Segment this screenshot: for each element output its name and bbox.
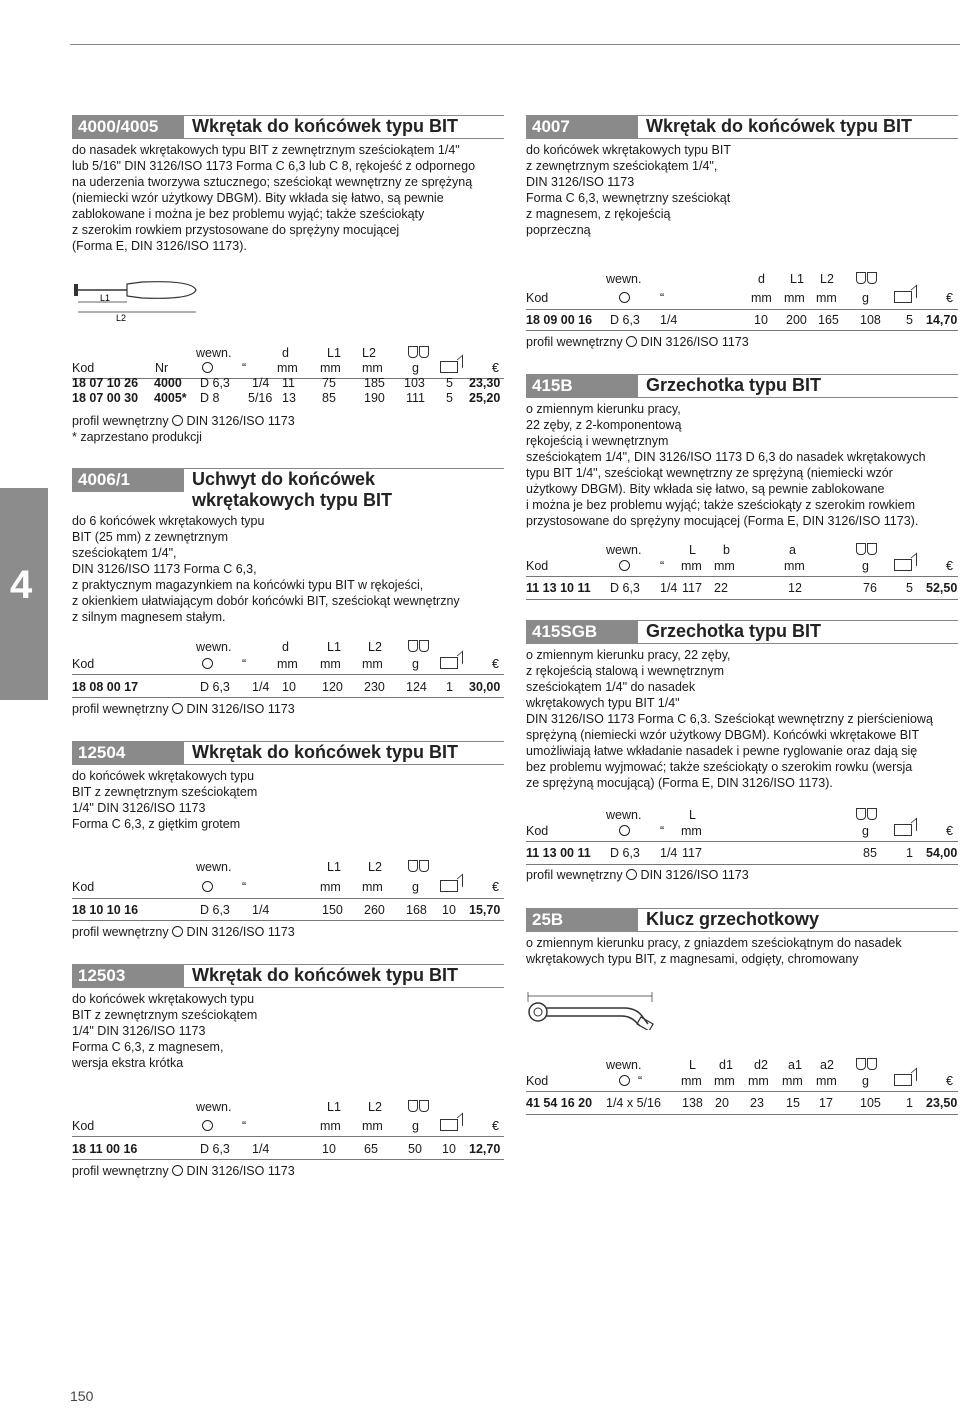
product-title: Grzechotka typu BIT (646, 375, 822, 395)
section-12503 (72, 964, 504, 1071)
product-description: o zmiennym kierunku pracy, 22 zęby, z rękojeścią stalową i wewnętrznym sześciokątem 1/4" do nasadek wkrętakowych typu BIT 1/4" DIN 3126/ISO 1173 Forma C 6,3. Sześciokąt wewnętrzny z pierścieniową sprężyną (niemiecki wzór użytkowy DBGM). Końcówki wkrętakowe BIT umożliwiają łatwe wkładanie nasadek i pewne ryglowanie oraz dają się bez problemu wyjmować; także sześciokąty o szerokim rowku (wersja ze sprężyną mocującą) (Forma E, DIN 3126/ISO 1173). (526, 648, 933, 790)
screwdriver-diagram (72, 276, 202, 324)
note: * zaprzestano produkcji (72, 430, 202, 444)
product-title: Wkrętak do końcówek typu BIT (192, 965, 459, 985)
product-title: Wkrętak do końcówek typu BIT (646, 116, 913, 136)
ratchet-wrench-diagram (524, 990, 660, 1030)
table-415b: wewn. L b a Kod “ mm mm mm g € 11 13 10 11 D 6,3 1/4 117 22 12 76 5 52,50 (526, 543, 958, 603)
product-title: Wkrętak do końcówek typu BIT (192, 116, 459, 136)
product-description: o zmiennym kierunku pracy, z gniazdem sześciokątnym do nasadek wkrętakowych typu BIT, z magnesami, odgięty, chromowany (526, 936, 902, 966)
product-description: o zmiennym kierunku pracy, 22 zęby, z 2-komponentową rękojeścią i wewnętrznym sześciokątem 1/4", DIN 3126/ISO 1173 D 6,3 do nasadek wkrętakowych typu BIT 1/4", sześciokąt wewnętrzny ze sprężyną (niemiecki wzór użytkowy DBGM). Bity wkłada się łatwo, są pewnie zablokowane i można je bez problemu wyjąć; także sześciokąty z szerokim rowkiem przystosowane do sprężyny mocującej (Forma E, DIN 3126/ISO 1173). (526, 402, 926, 528)
product-code: 25B (526, 908, 638, 932)
section-4000 (72, 115, 504, 254)
section-12504 (72, 741, 504, 832)
table-25b: wewn. L d1 d2 a1 a2 Kod “ mm mm mm mm mm g € 41 54 16 20 1/4 x 5/16 138 20 23 15 17 105 1 23,50 (526, 1058, 958, 1118)
section-415sgb (526, 620, 958, 791)
section-25b (526, 908, 958, 967)
chapter-tab (0, 488, 48, 700)
product-title: Klucz grzechotkowy (646, 909, 820, 929)
chapter-number: 4 (10, 563, 33, 607)
product-code: 415B (526, 374, 638, 398)
table-12504: wewn. L1 L2 Kod “ mm mm g € 18 10 10 16 D 6,3 1/4 150 260 168 10 15,70 profil wewnętrzny DIN 3126/ISO 1173 (72, 860, 504, 950)
page-number: 150 (70, 1388, 94, 1404)
l2-label: L2 (116, 313, 127, 323)
product-description: do nasadek wkrętakowych typu BIT z zewnętrznym sześciokątem 1/4" lub 5/16" DIN 3126/ISO 1173 Forma C 6,3 lub C 8, rękojeść z odpornego na uderzenia tworzywa sztucznego; sześciokąt wewnętrzny ze sprężyną (niemiecki wzór użytkowy DBGM). Bity wkłada się łatwo, są pewnie zablokowane i można je bez problemu wyjąć; także sześciokąty z szerokim rowkiem przystosowane do sprężyny mocującej (Forma E, DIN 3126/ISO 1173). (72, 143, 476, 253)
product-title: Grzechotka typu BIT (646, 621, 822, 641)
product-description: do końcówek wkrętakowych typu BIT z zewnętrznym sześciokątem 1/4" DIN 3126/ISO 1173 Forma C 6,3, z magnesem, wersja ekstra krótka (72, 992, 258, 1070)
product-code: 4007 (526, 115, 638, 139)
top-rule (70, 44, 960, 45)
product-code: 4000/4005 (72, 115, 184, 139)
section-4007 (526, 115, 958, 238)
product-title: Wkrętak do końcówek typu BIT (192, 742, 459, 762)
product-code: 415SGB (526, 620, 638, 644)
section-415b (526, 374, 958, 529)
table-12503: wewn. L1 L2 Kod “ mm mm g € 18 11 00 16 D 6,3 1/4 10 65 50 10 12,70 profil wewnętrzny DIN 3126/ISO 1173 (72, 1100, 504, 1190)
product-title-1: Uchwyt do końcówek (192, 469, 376, 489)
product-code: 12503 (72, 964, 184, 988)
table-415sgb: wewn. L Kod “ mm g € 11 13 00 11 D 6,3 1/4 117 85 1 54,00 profil wewnętrzny DIN 3126/ISO 1173 (526, 808, 958, 882)
l1-label: L1 (100, 293, 111, 303)
section-4006-1 (72, 468, 504, 625)
product-description: do końcówek wkrętakowych typu BIT z zewnętrznym sześciokątem 1/4", DIN 3126/ISO 1173 Forma C 6,3, wewnętrzny sześciokąt z magnesem, z rękojeścią poprzeczną (526, 143, 731, 237)
product-description: do końcówek wkrętakowych typu BIT z zewnętrznym sześciokątem 1/4" DIN 3126/ISO 1173 Forma C 6,3, z giętkim grotem (72, 769, 258, 831)
table-4006-1: wewn. d L1 L2 Kod “ mm mm mm g € 18 08 00 17 D 6,3 1/4 10 120 230 124 1 30,00 profil wewnętrzny DIN 3126/ISO 1173 (72, 640, 504, 720)
product-title-2: wkrętakowych typu BIT (192, 490, 393, 510)
product-description: do 6 końcówek wkrętakowych typu BIT (25 mm) z zewnętrznym sześciokątem 1/4", DIN 3126/ISO 1173 Forma C 6,3, z praktycznym magazynkiem na końcówki typu BIT w rękojeści, z okienkiem ułatwiającym dobór końcówki BIT, sześciokąt wewnętrzny z silnym magnesem stałym. (72, 514, 460, 624)
table-4000: wewn. d L1 L2 Kod Nr “ mm mm mm g € 18 07 10 26 4000 D 6,3 1/4 11 75 185 103 5 23,30 18 07 00 30 4005* D 8 5/16 13 85 190 111 5 25,20 profil wewnętrzny DIN 3126/ISO 1173 * zaprzestano produkcji (72, 346, 504, 466)
product-code: 12504 (72, 741, 184, 765)
table-4007: wewn. d L1 L2 Kod “ mm mm mm g € 18 09 00 16 D 6,3 1/4 10 200 165 108 5 14,70 profil wewnętrzny DIN 3126/ISO 1173 (526, 272, 958, 349)
product-code: 4006/1 (72, 468, 184, 492)
